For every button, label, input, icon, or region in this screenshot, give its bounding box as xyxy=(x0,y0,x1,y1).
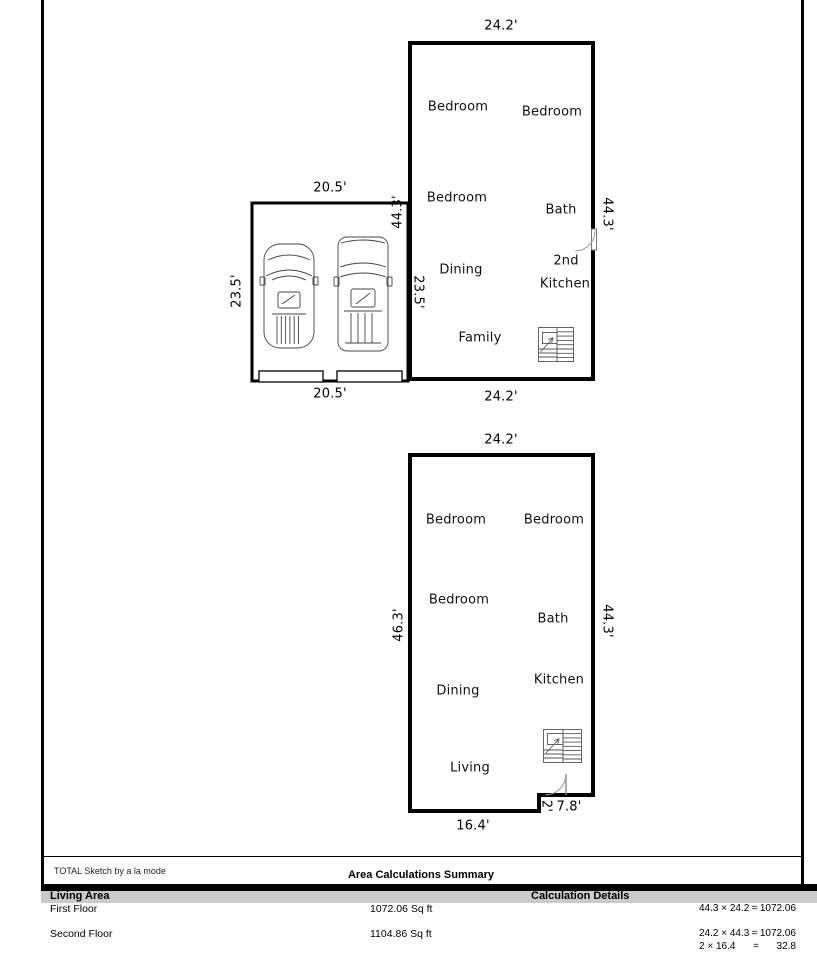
room-label: Dining xyxy=(439,262,483,278)
calc-expr: 44.3 × 24.2 xyxy=(699,903,750,914)
dim-label-plan1-bottom: 24.2' xyxy=(484,389,518,405)
room-label: Bath xyxy=(545,202,577,218)
garage-door xyxy=(259,371,323,382)
calc-line xyxy=(699,903,796,914)
table-header-row xyxy=(41,891,817,903)
room-label: Bedroom xyxy=(428,592,490,608)
dim-label-garage-left: 23.5' xyxy=(229,274,245,308)
dim-label-plan1-top: 24.2' xyxy=(484,18,518,34)
floor-name: First Floor xyxy=(50,903,98,915)
summary-title: Area Calculations Summary xyxy=(347,869,495,881)
column-header-calc-details: Calculation Details xyxy=(531,890,630,902)
dim-label-plan2-right: 44.3' xyxy=(599,604,615,638)
brand-text: TOTAL Sketch by a la mode xyxy=(54,866,166,876)
dim-label-garage-bottom: 20.5' xyxy=(313,386,347,402)
footer-divider xyxy=(41,856,804,857)
calc-eq: = xyxy=(751,903,758,914)
dim-label-garage-top: 20.5' xyxy=(313,180,347,196)
calc-expr: 2 × 16.4 xyxy=(699,941,736,952)
floor-name: Second Floor xyxy=(50,928,113,940)
room-label: Bedroom xyxy=(425,512,487,528)
room-label: Dining xyxy=(436,683,480,699)
room-label: Bath xyxy=(537,611,569,627)
floor-plan-2 xyxy=(410,455,593,811)
dim-label-plan2-notch-width: 7.8' xyxy=(556,799,582,815)
dim-label-plan2-bottom: 16.4' xyxy=(456,818,490,834)
calc-line xyxy=(699,941,796,952)
column-header-living-area: Living Area xyxy=(50,890,110,902)
calc-line xyxy=(699,928,796,939)
calc-val: 1072.06 xyxy=(759,928,796,939)
room-label: 2nd xyxy=(553,253,579,269)
plan2-outline xyxy=(410,455,593,811)
room-label: Kitchen xyxy=(539,276,591,292)
calc-expr: 24.2 × 44.3 xyxy=(699,928,750,939)
room-label: Bedroom xyxy=(426,190,488,206)
dim-label-plan2-top: 24.2' xyxy=(484,432,518,448)
calc-eq: = xyxy=(751,928,758,939)
garage-outline xyxy=(252,203,408,381)
room-label: Bedroom xyxy=(427,99,489,115)
room-label: Kitchen xyxy=(533,672,585,688)
dim-label-plan1-right: 44.3' xyxy=(599,197,615,231)
room-label: Bedroom xyxy=(521,104,583,120)
dim-label-plan2-notch-height: 2' xyxy=(538,799,554,813)
garage-door xyxy=(337,371,402,382)
dim-label-plan2-left: 46.3' xyxy=(391,608,407,642)
floor-area: 1104.86 Sq ft xyxy=(370,928,432,940)
calc-eq: = xyxy=(753,941,759,952)
room-label: Living xyxy=(450,760,490,776)
summary-bar xyxy=(41,884,817,891)
calc-val: 32.8 xyxy=(776,941,796,952)
floor-area: 1072.06 Sq ft xyxy=(370,903,433,915)
room-label: Family xyxy=(458,330,502,346)
room-label: Bedroom xyxy=(523,512,585,528)
dim-label-plan1-left: 44.3' xyxy=(390,195,406,229)
calc-val: 1072.06 xyxy=(759,903,796,914)
dim-label-garage-right: 23.5' xyxy=(410,275,426,309)
